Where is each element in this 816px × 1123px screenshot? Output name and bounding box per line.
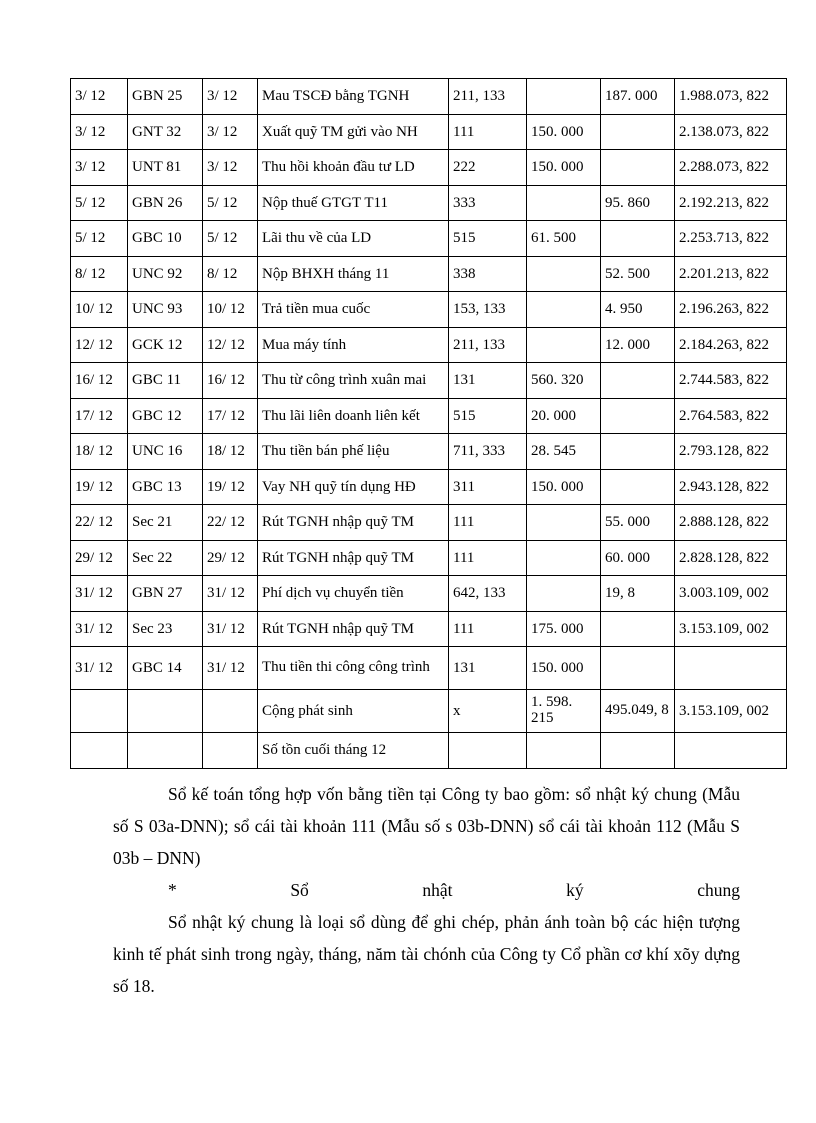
table-row (71, 505, 787, 541)
credit-cell (601, 221, 675, 257)
debit-cell: 150. 000 (527, 469, 601, 505)
date-cell: 16/ 12 (71, 363, 128, 399)
account-cell: x (449, 690, 527, 733)
balance-cell: 2.828.128, 822 (675, 540, 787, 576)
debit-cell (527, 79, 601, 115)
description-cell: Thu lãi liên doanh liên kết (258, 398, 449, 434)
table-row (71, 611, 787, 647)
table-row (71, 398, 787, 434)
date-cell: 17/ 12 (71, 398, 128, 434)
account-cell: 211, 133 (449, 327, 527, 363)
table-row (71, 327, 787, 363)
account-cell: 111 (449, 611, 527, 647)
voucher-date-cell: 5/ 12 (203, 221, 258, 257)
account-cell: 131 (449, 647, 527, 690)
debit-cell (527, 540, 601, 576)
credit-cell (601, 647, 675, 690)
debit-cell: 1. 598. 215 (527, 690, 601, 733)
table-row (71, 150, 787, 186)
debit-cell: 560. 320 (527, 363, 601, 399)
voucher-no-cell: UNC 92 (128, 256, 203, 292)
voucher-no-cell: GBC 12 (128, 398, 203, 434)
balance-cell: 2.253.713, 822 (675, 221, 787, 257)
date-cell: 19/ 12 (71, 469, 128, 505)
heading-word: * (168, 880, 177, 900)
debit-cell: 20. 000 (527, 398, 601, 434)
debit-cell (527, 505, 601, 541)
date-cell: 10/ 12 (71, 292, 128, 328)
account-cell: 222 (449, 150, 527, 186)
table-row (71, 221, 787, 257)
account-cell: 338 (449, 256, 527, 292)
date-cell: 31/ 12 (71, 576, 128, 612)
credit-cell (601, 363, 675, 399)
date-cell: 5/ 12 (71, 185, 128, 221)
voucher-no-cell: GBN 27 (128, 576, 203, 612)
credit-cell: 95. 860 (601, 185, 675, 221)
description-cell: Thu hồi khoản đầu tư LD (258, 150, 449, 186)
credit-cell: 12. 000 (601, 327, 675, 363)
paragraph-ledger-books: Sổ kế toán tổng hợp vốn bằng tiền tại Công ty bao gồm: sổ nhật ký chung (Mẫu số S 03a-DNN); sổ cái tài khoản 111 (Mẫu số s 03b-DNN) sổ cái tài khoản 112 (Mẫu S 03b – DNN) (113, 784, 740, 868)
date-cell: 5/ 12 (71, 221, 128, 257)
voucher-date-cell: 18/ 12 (203, 434, 258, 470)
description-cell: Rút TGNH nhập quỹ TM (258, 505, 449, 541)
credit-cell (601, 434, 675, 470)
balance-cell: 2.943.128, 822 (675, 469, 787, 505)
voucher-date-cell: 8/ 12 (203, 256, 258, 292)
description-cell: Rút TGNH nhập quỹ TM (258, 540, 449, 576)
account-cell: 642, 133 (449, 576, 527, 612)
account-cell: 211, 133 (449, 79, 527, 115)
description-cell: Cộng phát sinh (258, 690, 449, 733)
credit-cell (601, 611, 675, 647)
voucher-date-cell: 10/ 12 (203, 292, 258, 328)
description-cell: Vay NH quỹ tín dụng HĐ (258, 469, 449, 505)
date-cell: 8/ 12 (71, 256, 128, 292)
balance-cell: 3.003.109, 002 (675, 576, 787, 612)
description-cell: Mua máy tính (258, 327, 449, 363)
table-row (71, 363, 787, 399)
account-cell: 333 (449, 185, 527, 221)
table-row (71, 434, 787, 470)
voucher-no-cell: Sec 21 (128, 505, 203, 541)
date-cell: 31/ 12 (71, 647, 128, 690)
voucher-date-cell: 31/ 12 (203, 576, 258, 612)
description-cell: Trả tiền mua cuốc (258, 292, 449, 328)
credit-cell (601, 733, 675, 769)
voucher-date-cell: 31/ 12 (203, 611, 258, 647)
description-cell: Thu từ công trình xuân mai (258, 363, 449, 399)
debit-cell: 150. 000 (527, 647, 601, 690)
voucher-no-cell: UNC 93 (128, 292, 203, 328)
voucher-no-cell: GBC 13 (128, 469, 203, 505)
account-cell: 111 (449, 505, 527, 541)
description-cell: Nộp thuế GTGT T11 (258, 185, 449, 221)
paragraph-general-journal: Sổ nhật ký chung là loại sổ dùng để ghi chép, phản ánh toàn bộ các hiện tượng kinh tế phát sinh trong ngày, tháng, năm tài chónh của Công ty Cổ phần cơ khí xõy dựng số 18. (113, 912, 740, 996)
voucher-date-cell: 3/ 12 (203, 114, 258, 150)
table-row (71, 256, 787, 292)
voucher-no-cell: UNT 81 (128, 150, 203, 186)
date-cell: 18/ 12 (71, 434, 128, 470)
cash-ledger-table (70, 78, 787, 769)
credit-cell: 4. 950 (601, 292, 675, 328)
balance-cell: 2.744.583, 822 (675, 363, 787, 399)
description-cell: Mau TSCĐ bằng TGNH (258, 79, 449, 115)
balance-cell: 2.288.073, 822 (675, 150, 787, 186)
description-cell: Rút TGNH nhập quỹ TM (258, 611, 449, 647)
voucher-no-cell: GBC 11 (128, 363, 203, 399)
account-cell: 131 (449, 363, 527, 399)
debit-cell (527, 733, 601, 769)
description-cell: Phí dịch vụ chuyển tiền (258, 576, 449, 612)
credit-cell: 187. 000 (601, 79, 675, 115)
table-row (71, 540, 787, 576)
voucher-date-cell: 17/ 12 (203, 398, 258, 434)
account-cell: 153, 133 (449, 292, 527, 328)
debit-cell (527, 327, 601, 363)
account-cell: 711, 333 (449, 434, 527, 470)
heading-word: ký (566, 880, 584, 900)
voucher-no-cell: Sec 23 (128, 611, 203, 647)
credit-cell: 55. 000 (601, 505, 675, 541)
balance-cell: 2.201.213, 822 (675, 256, 787, 292)
description-cell: Thu tiền bán phế liệu (258, 434, 449, 470)
account-cell: 311 (449, 469, 527, 505)
debit-cell: 150. 000 (527, 150, 601, 186)
heading-word: Sổ (290, 880, 309, 900)
voucher-date-cell: 3/ 12 (203, 79, 258, 115)
balance-cell: 3.153.109, 002 (675, 690, 787, 733)
voucher-date-cell: 5/ 12 (203, 185, 258, 221)
voucher-date-cell: 22/ 12 (203, 505, 258, 541)
account-cell: 111 (449, 114, 527, 150)
table-row (71, 114, 787, 150)
description-cell: Xuất quỹ TM gửi vào NH (258, 114, 449, 150)
voucher-no-cell: GNT 32 (128, 114, 203, 150)
description-cell: Số tồn cuối tháng 12 (258, 733, 449, 769)
account-cell: 111 (449, 540, 527, 576)
voucher-no-cell: UNC 16 (128, 434, 203, 470)
voucher-date-cell: 3/ 12 (203, 150, 258, 186)
balance-cell (675, 733, 787, 769)
debit-cell (527, 292, 601, 328)
voucher-date-cell: 19/ 12 (203, 469, 258, 505)
debit-cell (527, 256, 601, 292)
credit-cell: 52. 500 (601, 256, 675, 292)
credit-cell (601, 150, 675, 186)
description-cell: Lãi thu về của LD (258, 221, 449, 257)
date-cell: 31/ 12 (71, 611, 128, 647)
voucher-no-cell: GBC 10 (128, 221, 203, 257)
table-row (71, 576, 787, 612)
date-cell: 3/ 12 (71, 79, 128, 115)
credit-cell (601, 469, 675, 505)
balance-cell: 3.153.109, 002 (675, 611, 787, 647)
balance-cell: 2.793.128, 822 (675, 434, 787, 470)
table-row (71, 733, 787, 769)
table-row (71, 185, 787, 221)
voucher-date-cell (203, 733, 258, 769)
credit-cell: 60. 000 (601, 540, 675, 576)
voucher-date-cell: 12/ 12 (203, 327, 258, 363)
date-cell: 12/ 12 (71, 327, 128, 363)
voucher-no-cell: GBC 14 (128, 647, 203, 690)
section-heading-general-journal (168, 874, 740, 906)
voucher-no-cell (128, 690, 203, 733)
date-cell: 3/ 12 (71, 114, 128, 150)
date-cell: 22/ 12 (71, 505, 128, 541)
credit-cell: 19, 8 (601, 576, 675, 612)
date-cell: 29/ 12 (71, 540, 128, 576)
balance-cell: 2.888.128, 822 (675, 505, 787, 541)
account-cell (449, 733, 527, 769)
voucher-date-cell: 31/ 12 (203, 647, 258, 690)
table-row (71, 79, 787, 115)
credit-cell (601, 398, 675, 434)
balance-cell: 2.192.213, 822 (675, 185, 787, 221)
ledger-body (71, 79, 787, 769)
table-row (71, 292, 787, 328)
debit-cell: 61. 500 (527, 221, 601, 257)
debit-cell: 28. 545 (527, 434, 601, 470)
table-row (71, 469, 787, 505)
debit-cell: 150. 000 (527, 114, 601, 150)
date-cell (71, 733, 128, 769)
heading-word: nhật (422, 880, 453, 900)
date-cell: 3/ 12 (71, 150, 128, 186)
debit-cell (527, 185, 601, 221)
voucher-no-cell: GBN 26 (128, 185, 203, 221)
voucher-date-cell: 29/ 12 (203, 540, 258, 576)
credit-cell (601, 114, 675, 150)
balance-cell: 2.196.263, 822 (675, 292, 787, 328)
credit-cell: 495.049, 8 (601, 690, 675, 733)
voucher-no-cell: GCK 12 (128, 327, 203, 363)
account-cell: 515 (449, 221, 527, 257)
voucher-date-cell: 16/ 12 (203, 363, 258, 399)
account-cell: 515 (449, 398, 527, 434)
voucher-no-cell: GBN 25 (128, 79, 203, 115)
balance-cell (675, 647, 787, 690)
voucher-no-cell: Sec 22 (128, 540, 203, 576)
voucher-no-cell (128, 733, 203, 769)
description-cell: Thu tiền thi công công trình (258, 647, 449, 690)
balance-cell: 2.764.583, 822 (675, 398, 787, 434)
description-cell: Nộp BHXH tháng 11 (258, 256, 449, 292)
debit-cell (527, 576, 601, 612)
voucher-date-cell (203, 690, 258, 733)
balance-cell: 2.138.073, 822 (675, 114, 787, 150)
debit-cell: 175. 000 (527, 611, 601, 647)
heading-word: chung (697, 880, 740, 900)
balance-cell: 1.988.073, 822 (675, 79, 787, 115)
table-row (71, 690, 787, 733)
table-row (71, 647, 787, 690)
balance-cell: 2.184.263, 822 (675, 327, 787, 363)
date-cell (71, 690, 128, 733)
